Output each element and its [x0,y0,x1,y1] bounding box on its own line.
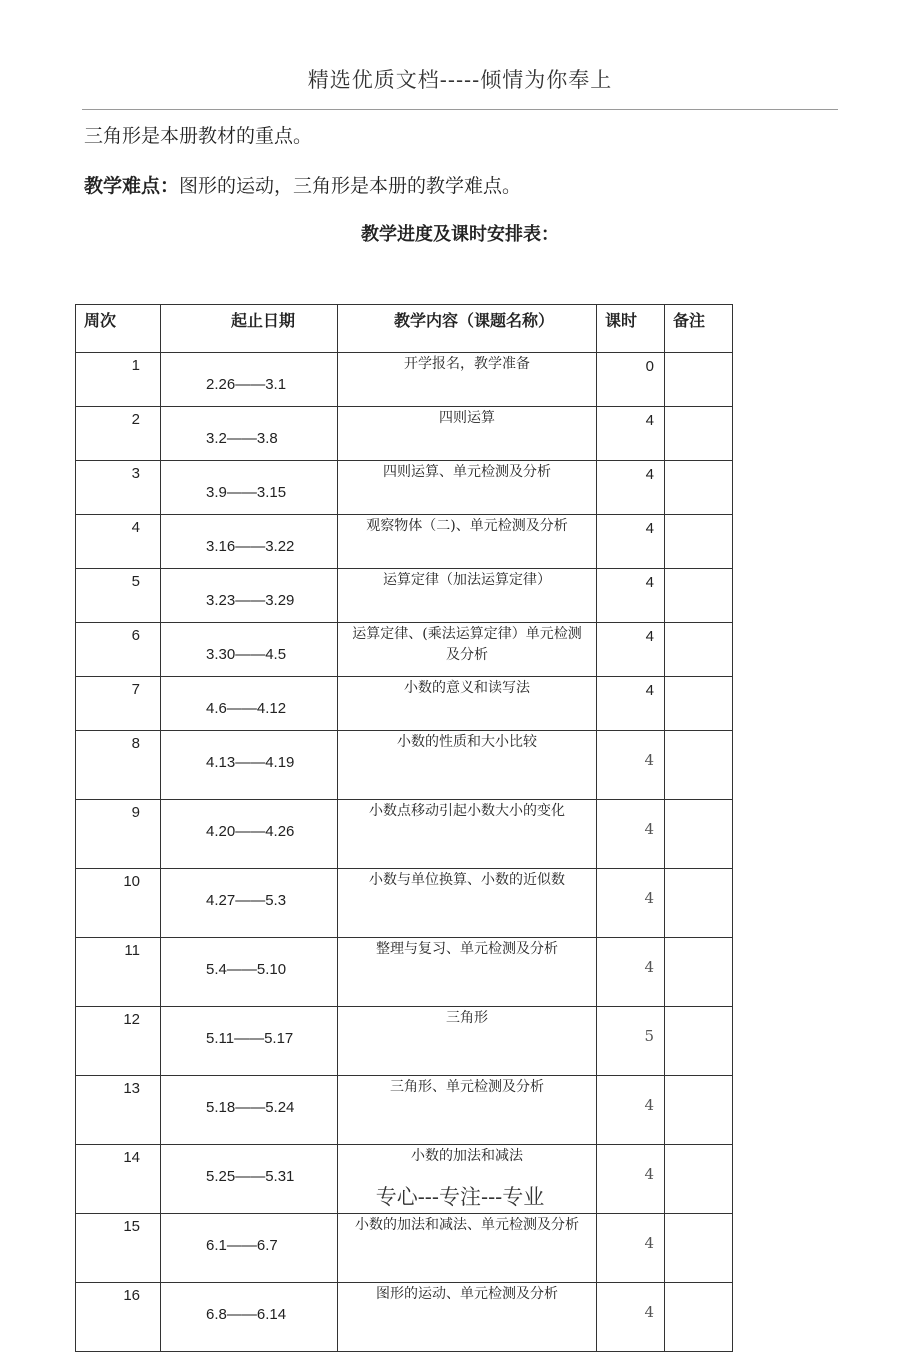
week-cell: 10 [76,869,161,938]
header-content: 教学内容（课题名称） [338,305,597,353]
notes-cell [665,1283,733,1352]
table-row [76,1076,733,1145]
week-cell: 9 [76,800,161,869]
table-row [76,1007,733,1076]
notes-cell [665,461,733,515]
hours-cell: 4 [597,515,665,569]
content-cell: 小数点移动引起小数大小的变化 [338,800,597,869]
week-cell: 11 [76,938,161,1007]
notes-cell [665,677,733,731]
content-cell: 四则运算 [338,407,597,461]
dates-cell [161,515,338,569]
dates-cell [161,677,338,731]
dates-text: 5.25——5.31 [206,1168,295,1185]
dates-text: 5.11——5.17 [206,1030,294,1047]
paragraph-key-point: 三角形是本册教材的重点。 [84,125,313,147]
table-row [76,407,733,461]
dates-cell [161,1283,338,1352]
table-row [76,515,733,569]
week-cell: 5 [76,569,161,623]
dates-text: 6.8——6.14 [206,1306,287,1323]
content-cell: 小数的意义和读写法 [338,677,597,731]
week-cell: 12 [76,1007,161,1076]
content-cell: 三角形 [338,1007,597,1076]
content-cell: 四则运算、单元检测及分析 [338,461,597,515]
paragraph-difficulty [84,171,521,198]
dates-text: 4.20——4.26 [206,823,295,840]
header-dates: 起止日期 [161,305,338,353]
dates-text: 3.9——3.15 [206,484,287,501]
dates-text: 3.23——3.29 [206,592,295,609]
header-divider [82,109,838,110]
table-row [76,623,733,677]
hours-cell: 4 [597,677,665,731]
header-hours: 课时 [597,305,665,353]
dates-cell [161,461,338,515]
dates-cell [161,407,338,461]
notes-cell [665,938,733,1007]
hours-cell: 4 [597,869,665,938]
dates-text: 3.2——3.8 [206,430,278,447]
notes-cell [665,569,733,623]
dates-cell [161,1214,338,1283]
header-week: 周次 [76,305,161,353]
notes-cell [665,731,733,800]
notes-cell [665,800,733,869]
hours-cell: 4 [597,800,665,869]
dates-text: 3.16——3.22 [206,538,295,555]
hours-cell: 4 [597,1214,665,1283]
week-cell: 2 [76,407,161,461]
content-cell: 小数与单位换算、小数的近似数 [338,869,597,938]
table-header-row [76,305,733,353]
dates-cell [161,623,338,677]
notes-cell [665,1076,733,1145]
content-cell: 整理与复习、单元检测及分析 [338,938,597,1007]
table-row [76,731,733,800]
dates-cell [161,938,338,1007]
content-cell: 小数的性质和大小比较 [338,731,597,800]
week-cell: 3 [76,461,161,515]
table-row [76,461,733,515]
dates-text: 5.4——5.10 [206,961,287,978]
difficulty-text: 图形的运动，三角形是本册的教学难点。 [179,175,522,197]
hours-cell: 4 [597,407,665,461]
hours-cell: 4 [597,938,665,1007]
dates-cell [161,869,338,938]
week-cell: 6 [76,623,161,677]
hours-cell: 4 [597,1076,665,1145]
week-cell: 16 [76,1283,161,1352]
content-cell: 小数的加法和减法、单元检测及分析 [338,1214,597,1283]
week-cell: 1 [76,353,161,407]
hours-cell: 0 [597,353,665,407]
content-cell: 小数的加法和减法 [338,1145,597,1214]
dates-text: 4.6——4.12 [206,700,287,717]
table-row [76,869,733,938]
table-row [76,677,733,731]
content-cell: 观察物体（二)、单元检测及分析 [338,515,597,569]
week-cell: 7 [76,677,161,731]
week-cell: 8 [76,731,161,800]
dates-cell [161,353,338,407]
dates-text: 6.1——6.7 [206,1237,278,1254]
dates-cell [161,1007,338,1076]
notes-cell [665,407,733,461]
header-notes: 备注 [665,305,733,353]
week-cell: 14 [76,1145,161,1214]
content-cell: 运算定律（加法运算定律） [338,569,597,623]
table-title: 教学进度及课时安排表： [361,224,559,245]
hours-cell: 4 [597,731,665,800]
content-cell: 图形的运动、单元检测及分析 [338,1283,597,1352]
notes-cell [665,353,733,407]
hours-cell: 4 [597,1283,665,1352]
dates-cell [161,800,338,869]
table-row [76,353,733,407]
dates-cell [161,731,338,800]
page-header: 精选优质文档-----倾情为你奉上 [307,68,613,92]
notes-cell [665,515,733,569]
notes-cell [665,869,733,938]
dates-cell [161,569,338,623]
table-row [76,569,733,623]
hours-cell: 4 [597,461,665,515]
table-row [76,1283,733,1352]
dates-text: 5.18——5.24 [206,1099,295,1116]
hours-cell: 4 [597,1145,665,1214]
dates-text: 4.27——5.3 [206,892,287,909]
content-cell: 开学报名，教学准备 [338,353,597,407]
notes-cell [665,1007,733,1076]
dates-text: 4.13——4.19 [206,754,295,771]
dates-cell [161,1076,338,1145]
dates-text: 3.30——4.5 [206,646,287,663]
hours-cell: 4 [597,623,665,677]
table-row [76,1214,733,1283]
table-row [76,938,733,1007]
content-cell: 运算定律、(乘法运算定律）单元检测及分析 [338,623,597,677]
hours-cell: 5 [597,1007,665,1076]
content-cell: 三角形、单元检测及分析 [338,1076,597,1145]
table-row [76,800,733,869]
week-cell: 13 [76,1076,161,1145]
week-cell: 4 [76,515,161,569]
difficulty-label: 教学难点： [84,175,180,197]
notes-cell [665,623,733,677]
notes-cell [665,1214,733,1283]
dates-text: 2.26——3.1 [206,376,287,393]
week-cell: 15 [76,1214,161,1283]
hours-cell: 4 [597,569,665,623]
page-footer: 专心---专注---专业 [375,1185,545,1209]
